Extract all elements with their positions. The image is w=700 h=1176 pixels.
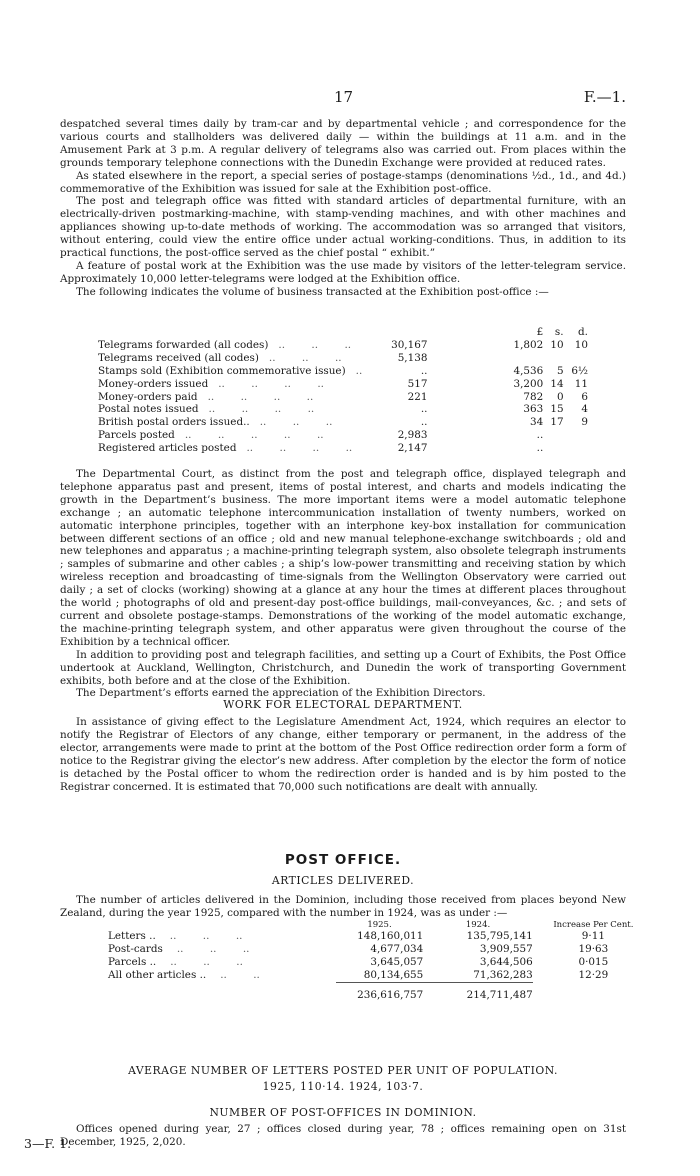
business-row [98,365,588,378]
business-pounds: .. [536,442,544,455]
articles-1924-value: 135,795,141 [466,930,533,942]
total-1924: 214,711,487 [423,982,532,1001]
business-count: 30,167 [391,338,428,351]
articles-intro: The number of articles delivered in the Dominion, including those received from places beyond New Zealand, during the year 1925, compared with the number in 1924, was as under :— [60,894,626,919]
average-heading: AVERAGE NUMBER OF LETTERS POSTED PER UNIT OF POPULATION. [128,1064,558,1077]
business-shillings: 17 [550,416,564,429]
business-label: British postal orders issued.. [98,416,250,429]
articles-1924-value: 3,644,506 [479,955,533,968]
post-offices-section [60,1123,626,1149]
business-pounds: 34 [530,416,544,429]
articles-leader-dots: .. .. .. [169,930,243,942]
business-leader-dots: .. .. .. [268,351,342,364]
business-leader-dots: .. .. .. .. [208,403,315,416]
business-shillings: 0 [556,390,564,403]
articles-label-cell [108,943,336,956]
paragraph-office-fittings: The post and telegraph office was fitted with standard articles of departmental furniture, with an electrically-driven postmarking-machine, with stamp-vending machines, and with other machines and appliances showing up-to-date methods of working. The accommodation was so arranged that visitors, without entering, could view the entire office under actual working-conditions. Thus, in addition to its practical functions, the post-office served as the chief postal “ exhibit.” [60,195,626,260]
business-count: 2,147 [397,442,428,455]
business-label: Telegrams received (all codes) [98,351,259,364]
business-pence: 10 [574,338,588,351]
business-label-cell [98,403,366,416]
shillings-header: s. [554,326,564,338]
business-shillings: 14 [550,377,564,390]
page-header [60,88,626,108]
articles-leader-dots: .. .. .. [176,942,250,955]
articles-leader-dots: .. .. [220,968,260,981]
business-count: .. [420,403,428,416]
business-label: Money-orders issued [98,377,209,390]
departmental-court-paragraphs [60,468,626,700]
business-label-cell [98,352,366,365]
business-shillings: 5 [556,364,564,377]
business-leader-dots: .. [355,364,363,377]
articles-label: Post-cards [108,942,163,955]
business-leader-dots: .. .. .. .. [246,442,353,455]
business-row [98,442,588,455]
business-row [98,391,588,404]
report-reference: F.—1. [583,88,626,106]
paragraph-stamps: As stated elsewhere in the report, a special series of postage-stamps (denominations ½d., 1d., and 4d.) commemorative of the Exhibition was issued for sale at the Exhibition post-office. [60,169,626,195]
articles-1925-value: 148,160,011 [357,930,424,942]
electoral-paragraph: In assistance of giving effect to the Legislature Amendment Act, 1924, which requires an elector to notify the Registrar of Electors of any change, either temporary or permanent, in the address of the elector, arrangements were made to print at the bottom of the Post Office redirection order form a form of notice to the Registrar giving the elector’s new address. After completion by the elector the form of notice is detached by the Postal officer to whom the redirection order is handed and is by him posted to the Registrar concerned. It is estimated that 70,000 such notifications are dealt with annually. [60,716,626,793]
business-row [98,403,588,416]
total-1925: 236,616,757 [336,982,424,1001]
business-pence [564,429,588,442]
business-pounds: 782 [523,390,544,403]
articles-increase-value: 12·29 [578,968,609,981]
electoral-heading: WORK FOR ELECTORAL DEPARTMENT. [223,698,463,711]
articles-leader-dots: .. .. .. [170,955,243,968]
articles-1924-value: 71,362,283 [473,968,533,981]
business-count: .. [420,416,428,429]
paragraph-letter-telegram: A feature of postal work at the Exhibition was the use made by visitors of the letter-telegram service. Approximately 10,000 letter-telegrams were lodged at the Exhibition office. [60,259,626,285]
articles-label: All other articles .. [108,968,207,981]
business-label: Money-orders paid [98,390,198,403]
articles-label: Parcels .. [108,955,157,968]
business-label-cell [98,416,366,429]
business-count: 221 [407,390,428,403]
business-shillings: 10 [550,338,564,351]
articles-label-cell [108,956,336,969]
pence-header: d. [578,326,588,338]
business-pounds: .. [536,429,544,442]
business-label: Registered articles posted [98,442,237,455]
paragraph-volume-intro: The following indicates the volume of business transacted at the Exhibition post-office :— [76,285,549,298]
business-shillings [543,442,563,455]
business-count: 2,983 [397,429,428,442]
header-1924: 1924. [465,920,491,930]
articles-table [108,920,638,1002]
business-label: Telegrams forwarded (all codes) [98,338,269,351]
header-1925: 1925. [367,920,392,930]
paragraph-appreciation: The Department’s efforts earned the appreciation of the Exhibition Directors. [76,687,486,700]
articles-intro-section [60,894,626,920]
articles-label-cell [108,969,336,982]
business-pounds: 1,802 [513,338,544,351]
articles-1925-value: 3,645,057 [370,955,424,968]
money-header-row [98,326,588,339]
articles-row [108,943,638,956]
average-values: 1925, 110·14. 1924, 103·7. [262,1080,424,1093]
business-label: Postal notes issued [98,403,199,416]
business-leader-dots: .. .. .. [278,338,352,351]
business-leader-dots: .. .. .. [259,416,333,429]
articles-1924-value: 3,909,557 [479,942,533,955]
business-pounds [486,352,543,365]
business-count: .. [420,364,428,377]
business-label-cell [98,442,366,455]
paragraph-delivery: despatched several times daily by tram-car and by departmental vehicle ; and correspondence for the various courts and stallholders was delivered daily — within the buildings at 11 a.m. and in the Amusement Park at 3 p.m. A regular delivery of telegrams also was carried out. From places within the grounds temporary telephone connections with the Dunedin Exchange were provided at reduced rates. [60,118,626,169]
exhibition-paragraphs [60,118,626,299]
electoral-section [60,716,626,793]
business-shillings: 15 [550,403,564,416]
business-label-cell [98,429,366,442]
business-pence [564,442,588,455]
articles-increase-value: 19·63 [578,942,609,955]
articles-row [108,969,638,982]
articles-row [108,930,638,943]
articles-increase-value: 9·11 [581,930,605,942]
business-leader-dots: .. .. .. .. [218,377,324,390]
business-row [98,378,588,391]
business-pounds: 363 [523,403,544,416]
articles-label: Letters .. [108,930,156,942]
business-pence: 6½ [571,364,588,377]
articles-total-row [108,982,638,1001]
articles-header-row [108,920,638,930]
business-label-cell [98,339,366,352]
business-pence: 4 [581,403,588,416]
business-row [98,352,588,365]
business-shillings [543,429,563,442]
paragraph-departmental-court: The Departmental Court, as distinct from the post and telegraph office, displayed telegraph and telephone apparatus past and present, items of postal interest, and charts and models indicating the growth in the Department’s business. The more important items were a model automatic telephone exchange ; an automatic telephone intercommunication installation of twenty numbers, worked on automatic interphone principles, together with an interphone key-box installation for communication between different sections of an office ; old and new manual telephone-exchange switchboards ; old and new telephones and apparatus ; a machine-printing telegraph system, also obsolete telegraph instruments ; samples of submarine and other cables ; a ship’s low-power transmitting and receiving station by which wireless reception and broadcasting of time-signals from the Wellington Observatory were carried out daily ; a set of clocks (working) showing at a glance at any hour the times at different places throughout the world ; photographs of old and present-day post-office buildings, mail-conveyances, &c. ; and sets of current and obsolete postage-stamps. Demonstrations of the working of the model automatic exchange, the machine-printing telegraph system, and other apparatus were given throughout the course of the Exhibition by a technical officer. [60,468,626,648]
post-offices-heading: NUMBER OF POST-OFFICES IN DOMINION. [209,1106,477,1119]
business-pounds: 3,200 [513,377,544,390]
business-count: 517 [407,377,428,390]
footer-signature: 3—F. 1. [24,1136,72,1151]
business-label: Parcels posted [98,429,175,442]
business-pence: 6 [581,390,588,403]
articles-delivered-heading: ARTICLES DELIVERED. [271,874,415,887]
business-row [98,416,588,429]
business-pence [564,352,588,365]
business-label-cell [98,391,366,404]
articles-1925-value: 4,677,034 [370,942,424,955]
business-row [98,339,588,352]
business-count: 5,138 [397,351,428,364]
pounds-header: £ [536,326,544,338]
articles-increase-value: 0·015 [578,955,609,968]
business-pence: 11 [574,377,588,390]
post-office-title: POST OFFICE. [284,852,402,868]
business-leader-dots: .. .. .. .. [207,390,314,403]
business-shillings [543,352,563,365]
business-table [98,326,588,455]
business-row [98,429,588,442]
page-number: 17 [334,88,354,106]
business-pence: 9 [581,416,588,429]
articles-row [108,956,638,969]
business-leader-dots: .. .. .. .. .. [184,429,324,442]
business-pounds: 4,536 [513,364,544,377]
business-label: Stamps sold (Exhibition commemorative issue) [98,364,346,377]
articles-1925-value: 80,134,655 [363,968,424,981]
articles-label-cell [108,930,336,943]
header-increase: Increase Per Cent. [553,920,634,930]
paragraph-transport: In addition to providing post and telegraph facilities, and setting up a Court of Exhibits, the Post Office undertook at Auckland, Wellington, Christchurch, and Dunedin the work of transporting Government exhibits, both before and at the close of the Exhibition. [60,648,626,687]
business-label-cell [98,365,366,378]
post-offices-paragraph: Offices opened during year, 27 ; offices closed during year, 78 ; offices remaining open on 31st December, 1925, 2,020. [60,1123,626,1148]
business-label-cell [98,378,366,391]
